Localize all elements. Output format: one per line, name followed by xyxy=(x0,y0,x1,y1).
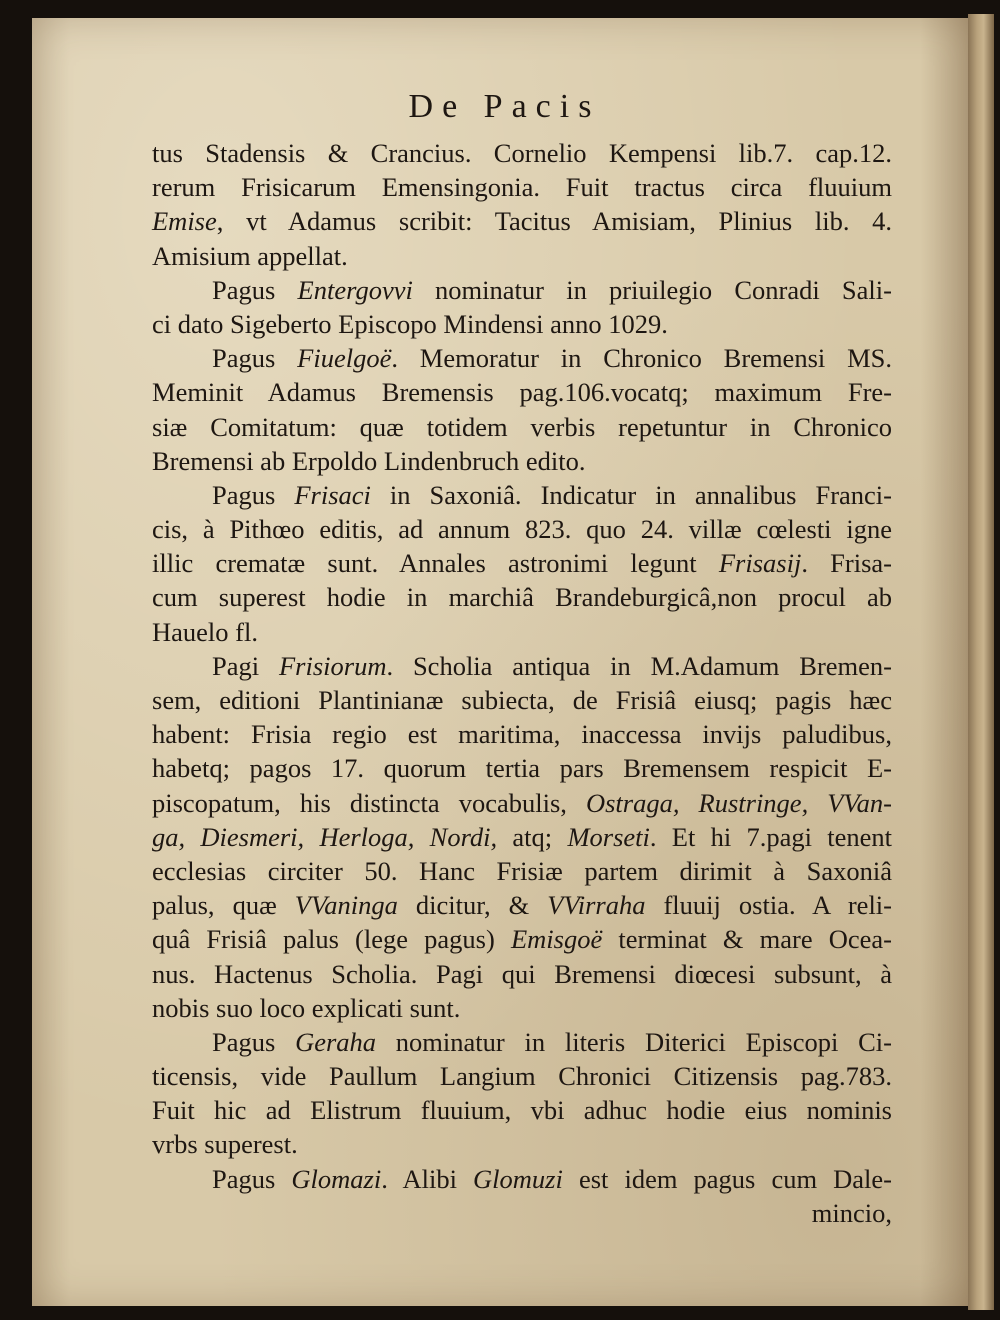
text-segment: Fuit hic ad Elistrum fluuium, vbi adhuc hodie eius nominis xyxy=(152,1095,892,1126)
text-segment: Hauelo fl. xyxy=(152,616,258,647)
page-edge xyxy=(968,14,994,1310)
text-line xyxy=(152,615,892,649)
italic-term: Frisiorum xyxy=(278,650,387,681)
text-segment: dicitur, & xyxy=(397,890,548,921)
text-segment: in Saxoniâ. Indicatur in annalibus Franci- xyxy=(370,479,892,510)
text-segment: quâ Frisiâ palus (lege pagus) xyxy=(152,924,511,955)
text-segment: rerum Frisicarum Emensingonia. Fuit tractus circa fluuium xyxy=(152,172,892,203)
text-segment: nus. Hactenus Scholia. Pagi qui Bremensi diœcesi subsunt, à xyxy=(152,958,892,989)
text-segment: terminat & mare Ocea- xyxy=(602,924,892,955)
text-line xyxy=(152,375,892,409)
text-segment: Pagi xyxy=(212,650,279,681)
text-line xyxy=(152,136,892,170)
text-line xyxy=(152,204,892,238)
text-line xyxy=(152,717,892,751)
text-segment: Pagus xyxy=(212,274,298,305)
book-page xyxy=(32,18,977,1306)
italic-term: Emisgoë xyxy=(510,924,603,955)
text-line xyxy=(152,1162,892,1196)
text-segment: cis, à Pithœo editis, ad annum 823. quo 24. villæ cœlesti igne xyxy=(152,514,892,545)
text-segment: Amisium appellat. xyxy=(152,240,348,271)
italic-term: Glomuzi xyxy=(473,1163,563,1194)
text-line xyxy=(152,1025,892,1059)
text-line xyxy=(152,649,892,683)
page-body-text xyxy=(152,136,892,1230)
text-line xyxy=(152,1093,892,1127)
text-line xyxy=(152,307,892,341)
text-segment: vrbs superest. xyxy=(152,1129,298,1160)
text-segment: . Memoratur in Chronico Bremensi MS. xyxy=(391,343,892,374)
text-segment: nominatur in literis Diterici Episcopi Ci- xyxy=(376,1026,892,1057)
text-line xyxy=(152,922,892,956)
text-segment: cum superest hodie in marchiâ Brandeburgicâ,non procul ab xyxy=(152,582,892,613)
text-line xyxy=(152,1059,892,1093)
text-segment: Pagus xyxy=(212,1026,296,1057)
text-segment: palus, quæ xyxy=(152,890,295,921)
text-segment: Pagus xyxy=(212,343,298,374)
text-segment: . Et hi 7.pagi tenent xyxy=(649,821,892,852)
text-line xyxy=(152,478,892,512)
italic-term: Ostraga, Rustringe, VVan- xyxy=(585,787,893,818)
text-segment: Pagus xyxy=(212,479,295,510)
text-segment: habetq; pagos 17. quorum tertia pars Bremensem respicit E- xyxy=(152,753,892,784)
text-line xyxy=(152,957,892,991)
text-segment: sem, editioni Plantinianæ subiecta, de Frisiâ eiusq; pagis hæc xyxy=(152,685,892,715)
text-segment: atq; xyxy=(497,821,568,852)
text-segment: tus Stadensis & Crancius. Cornelio Kempensi lib.7. cap.12. xyxy=(152,138,892,168)
text-line xyxy=(152,683,892,717)
italic-term: Entergovvi xyxy=(297,274,413,305)
text-segment: Bremensi ab Erpoldo Lindenbruch edito. xyxy=(152,445,586,476)
italic-term: Fiuelgoë xyxy=(297,343,392,374)
italic-term: Morseti xyxy=(567,821,650,852)
catchword: mincio, xyxy=(811,1197,892,1228)
text-line xyxy=(152,170,892,204)
text-line xyxy=(152,341,892,375)
italic-term: Emise xyxy=(152,206,217,237)
text-segment: habent: Frisia regio est maritima, inaccessa invijs paludibus, xyxy=(152,719,892,750)
text-segment: piscopatum, his distincta vocabulis, xyxy=(152,787,586,818)
text-segment: . Scholia antiqua in M.Adamum Bremen- xyxy=(386,650,892,681)
italic-term: VVaninga xyxy=(294,890,398,921)
text-segment: illic crematæ sunt. Annales astronimi legunt xyxy=(152,548,719,579)
italic-term: Glomazi xyxy=(291,1163,382,1194)
text-segment: est idem pagus cum Dale- xyxy=(562,1163,892,1194)
text-segment: nobis suo loco explicati sunt. xyxy=(152,992,461,1023)
text-line xyxy=(152,888,892,922)
text-line xyxy=(152,751,892,785)
running-header: De Pacis xyxy=(408,88,601,125)
text-line xyxy=(152,273,892,307)
text-line xyxy=(152,580,892,614)
text-line xyxy=(152,1127,892,1161)
text-segment: fluuij ostia. A reli- xyxy=(645,890,892,921)
italic-term: Frisasij xyxy=(718,548,802,579)
text-line xyxy=(152,512,892,546)
italic-term: VVirraha xyxy=(547,890,646,921)
italic-term: ga, Diesmeri, Herloga, Nordi, xyxy=(152,821,498,852)
text-segment: siæ Comitatum: quæ totidem verbis repetuntur in Chronico xyxy=(152,411,892,442)
italic-term: Frisaci xyxy=(294,479,371,510)
text-line xyxy=(152,820,892,854)
text-line xyxy=(152,786,892,820)
text-line xyxy=(152,854,892,888)
text-segment: . Frisa- xyxy=(801,548,892,579)
text-segment: Meminit Adamus Bremensis pag.106.vocatq; maximum Fre- xyxy=(152,377,892,408)
text-segment: ecclesias circiter 50. Hanc Frisiæ partem dirimit à Saxoniâ xyxy=(152,855,892,886)
text-segment: , vt Adamus scribit: Tacitus Amisiam, Plinius lib. 4. xyxy=(216,206,892,237)
text-line xyxy=(152,410,892,444)
text-line xyxy=(152,239,892,273)
text-segment: nominatur in priuilegio Conradi Sali- xyxy=(412,274,892,305)
text-line xyxy=(152,546,892,580)
italic-term: Geraha xyxy=(295,1026,377,1057)
text-segment: . Alibi xyxy=(381,1163,474,1194)
text-line xyxy=(152,991,892,1025)
text-segment: ci dato Sigeberto Episcopo Mindensi anno 1029. xyxy=(152,308,668,339)
text-line xyxy=(152,444,892,478)
text-segment: ticensis, vide Paullum Langium Chronici Citizensis pag.783. xyxy=(152,1061,892,1092)
text-segment: Pagus xyxy=(212,1163,292,1194)
